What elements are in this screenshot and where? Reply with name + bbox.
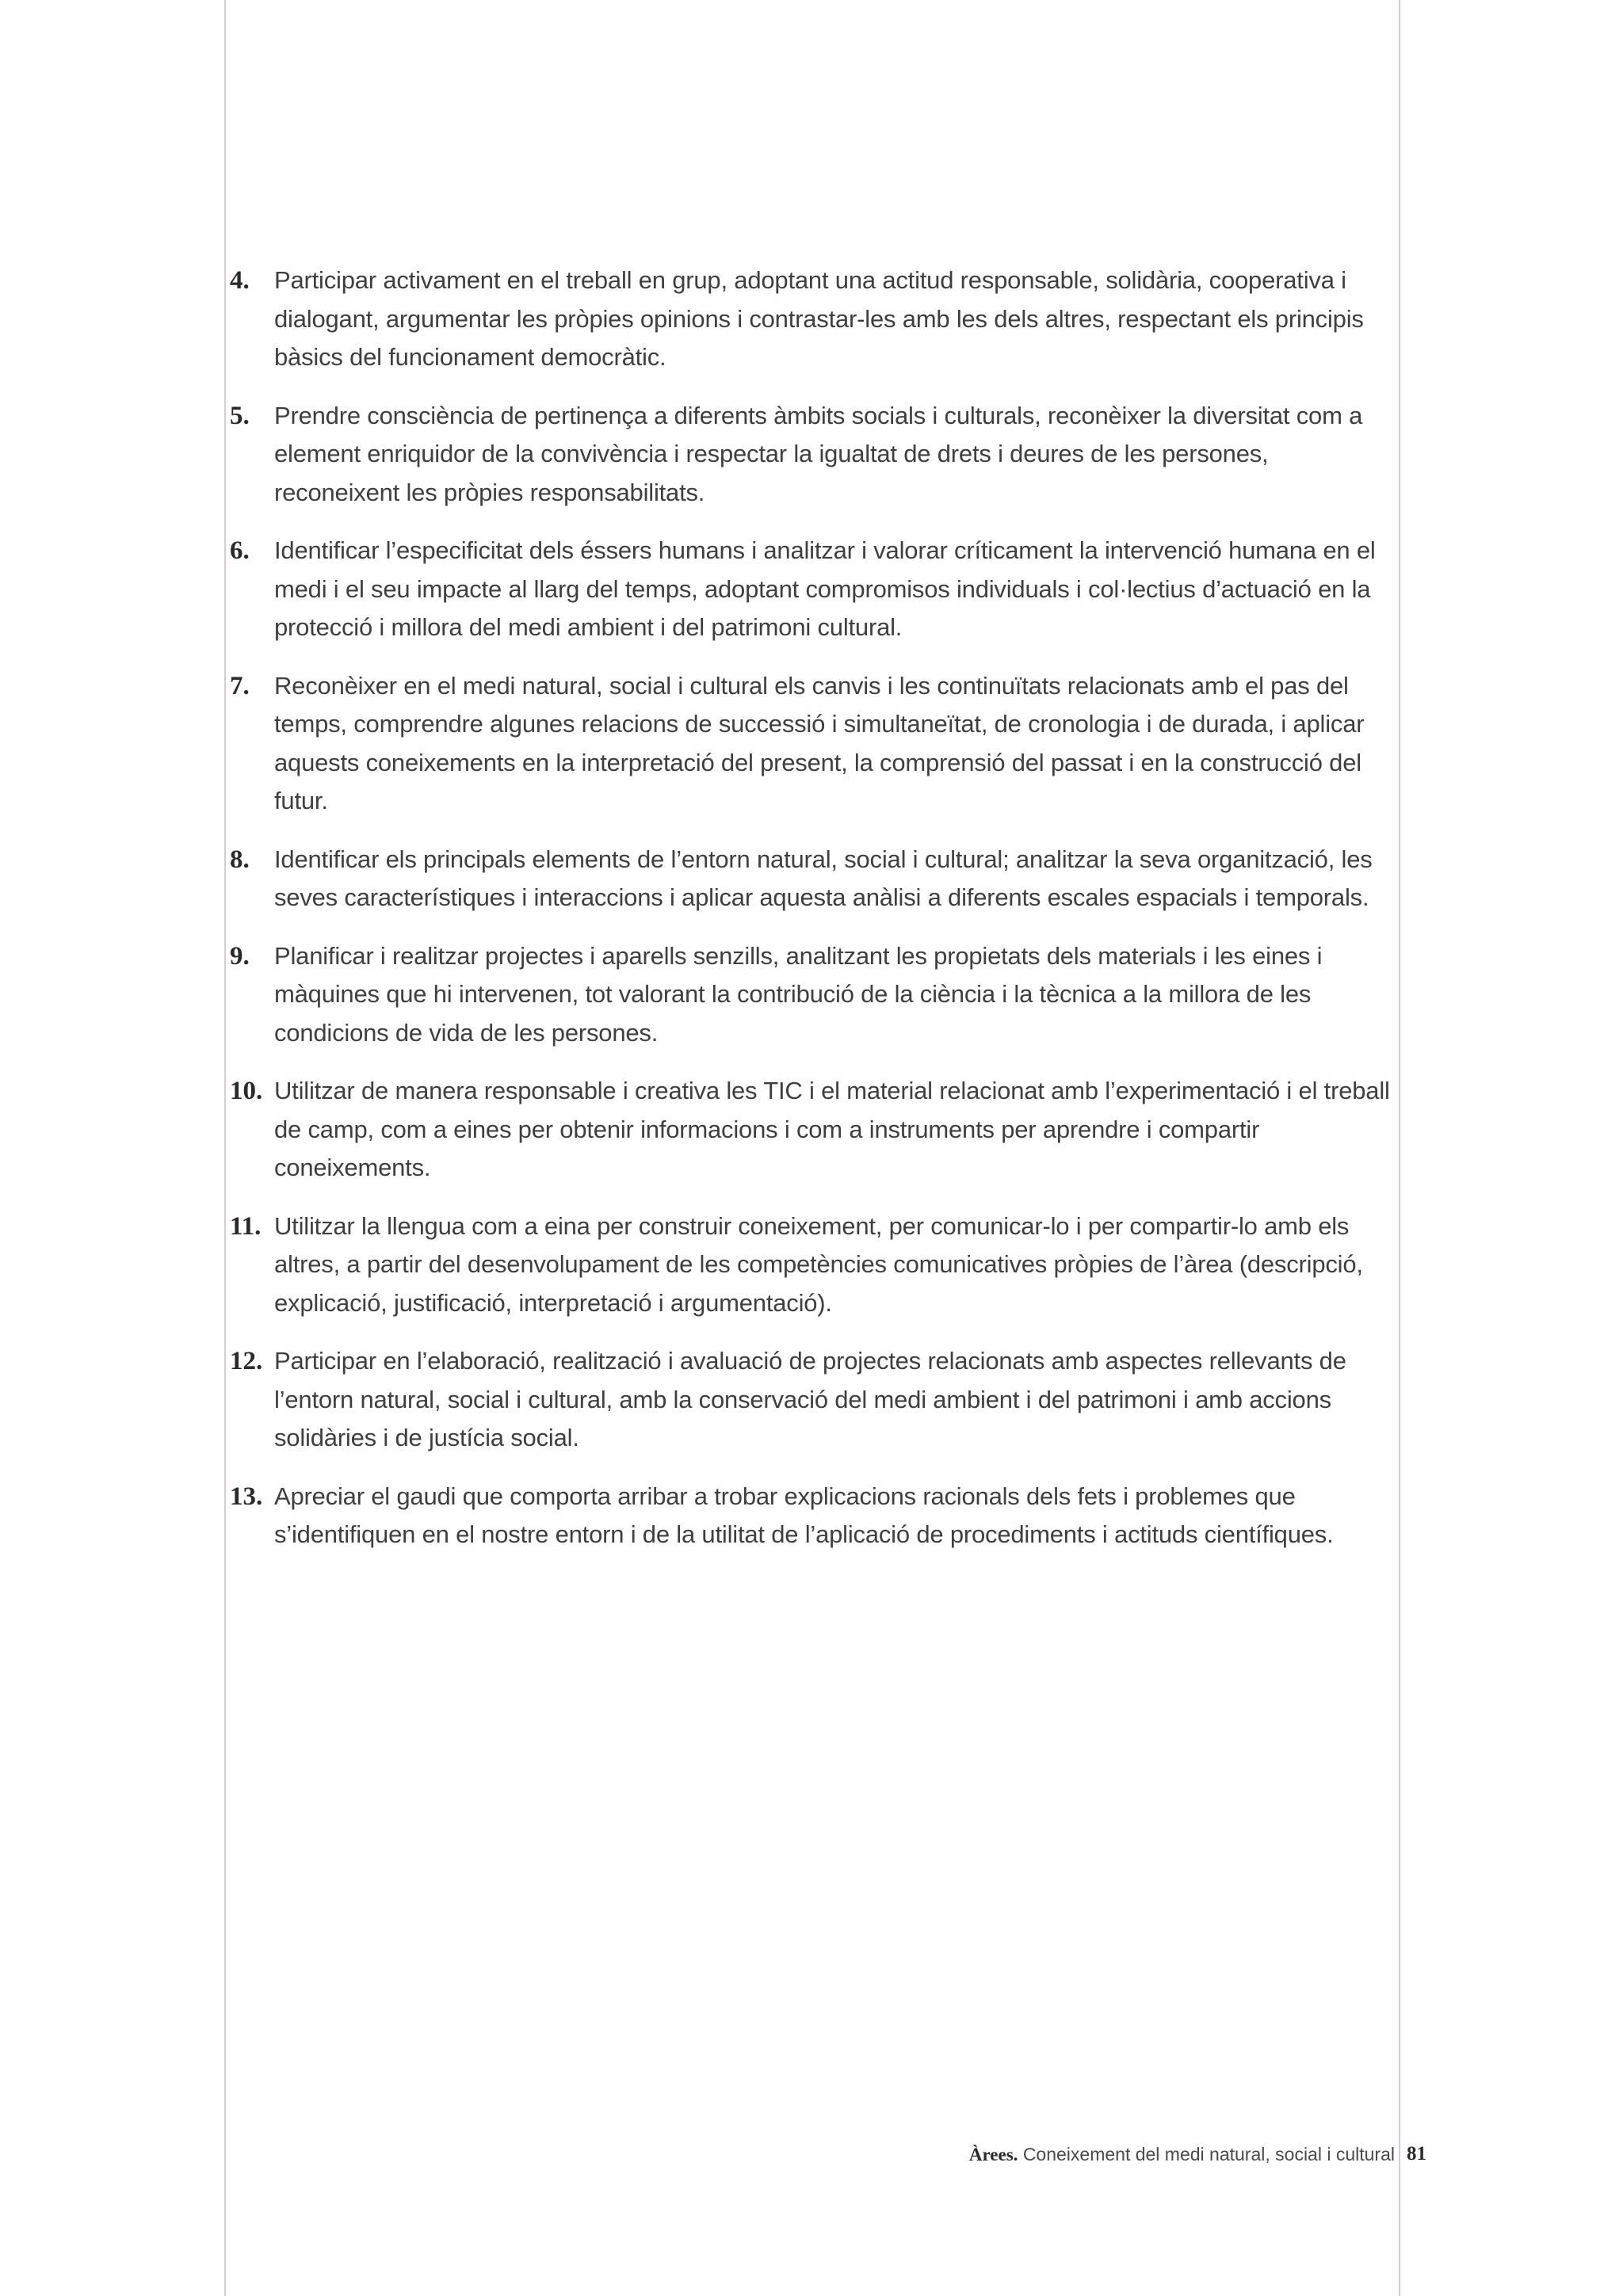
objectives-list <box>230 261 1395 1574</box>
objective-text: Planificar i realitzar projectes i aparells senzills, analitzant les propietats dels materials i les eines i màquines que hi intervenen, tot valorant la contribució de la ciència i la tècnica a la millora de les condicions de vida de les persones. <box>274 941 1323 1047</box>
objective-number: 12. <box>230 1347 263 1375</box>
objective-item <box>230 1207 1395 1323</box>
objective-number: 8. <box>230 845 250 874</box>
objective-text: Participar en l’elaboració, realització i avaluació de projectes relacionats amb aspectes rellevants de l’entorn natural, social i cultural, amb la conservació del medi ambient i del patrimoni i amb accions solidàries i de justícia social. <box>274 1347 1346 1451</box>
objective-number: 13. <box>230 1482 263 1511</box>
objective-number: 4. <box>230 266 250 295</box>
objective-item <box>230 667 1395 821</box>
objective-item <box>230 261 1395 377</box>
objective-item <box>230 841 1395 917</box>
page-number: 81 <box>1407 2143 1426 2164</box>
objective-text: Prendre consciència de pertinença a diferents àmbits socials i culturals, reconèixer la diversitat com a element enriquidor de la convivència i respectar la igualtat de drets i deures de les persones, reconeixent les pròpies responsabilitats. <box>274 401 1363 506</box>
objective-number: 5. <box>230 401 250 430</box>
objective-text: Apreciar el gaudi que comporta arribar a trobar explicacions racionals dels fets i problemes que s’identifiquen en el nostre entorn i de la utilitat de l’aplicació de procediments i actituds científiques. <box>274 1482 1334 1548</box>
left-margin-line <box>224 0 226 2296</box>
objective-number: 11. <box>230 1211 262 1241</box>
objective-text: Reconèixer en el medi natural, social i cultural els canvis i les continuïtats relacionats amb el pas del temps, comprendre algunes relacions de successió i simultaneïtat, de cronologia i de durada, i aplicar aquests coneixements en la interpretació del present, la comprensió del passat i en la construcció del futur. <box>274 671 1365 814</box>
objective-number: 7. <box>230 671 250 700</box>
objective-number: 9. <box>230 941 250 971</box>
objective-item <box>230 397 1395 513</box>
running-footer <box>872 2142 1395 2168</box>
objective-text: Identificar els principals elements de l’entorn natural, social i cultural; analitzar la seva organització, les seves característiques i interaccions i aplicar aquesta anàlisi a diferents escales espacials i temporals. <box>274 845 1373 911</box>
objective-item <box>230 937 1395 1053</box>
objective-item <box>230 532 1395 647</box>
right-margin-line <box>1399 0 1400 2296</box>
objective-text: Participar activament en el treball en grup, adoptant una actitud responsable, solidària, cooperativa i dialogant, argumentar les pròpies opinions i contrastar-les amb les dels altres, respectant els principis bàsics del funcionament democràtic. <box>274 266 1364 371</box>
objective-item <box>230 1478 1395 1554</box>
objective-item <box>230 1342 1395 1458</box>
footer-section-label: Àrees. <box>968 2145 1018 2164</box>
objective-text: Utilitzar la llengua com a eina per construir coneixement, per comunicar-lo i per compartir-lo amb els altres, a partir del desenvolupament de les competències comunicatives pròpies de l’àrea (descripció, explicació, justificació, interpretació i argumentació). <box>274 1211 1363 1317</box>
footer-subject-title: Coneixement del medi natural, social i cultural <box>1022 2144 1395 2164</box>
objective-item <box>230 1072 1395 1188</box>
objective-number: 10. <box>230 1077 263 1105</box>
objective-text: Identificar l’especificitat dels éssers humans i analitzar i valorar críticament la intervenció humana en el medi i el seu impacte al llarg del temps, adoptant compromisos individuals i col·lectius d’actuació en la protecció i millora del medi ambient i del patrimoni cultural. <box>274 536 1376 641</box>
objective-number: 6. <box>230 536 250 565</box>
objective-text: Utilitzar de manera responsable i creativa les TIC i el material relacionat amb l’experimentació i el treball de camp, com a eines per obtenir informacions i com a instruments per aprendre i compartir coneixements. <box>274 1077 1390 1181</box>
